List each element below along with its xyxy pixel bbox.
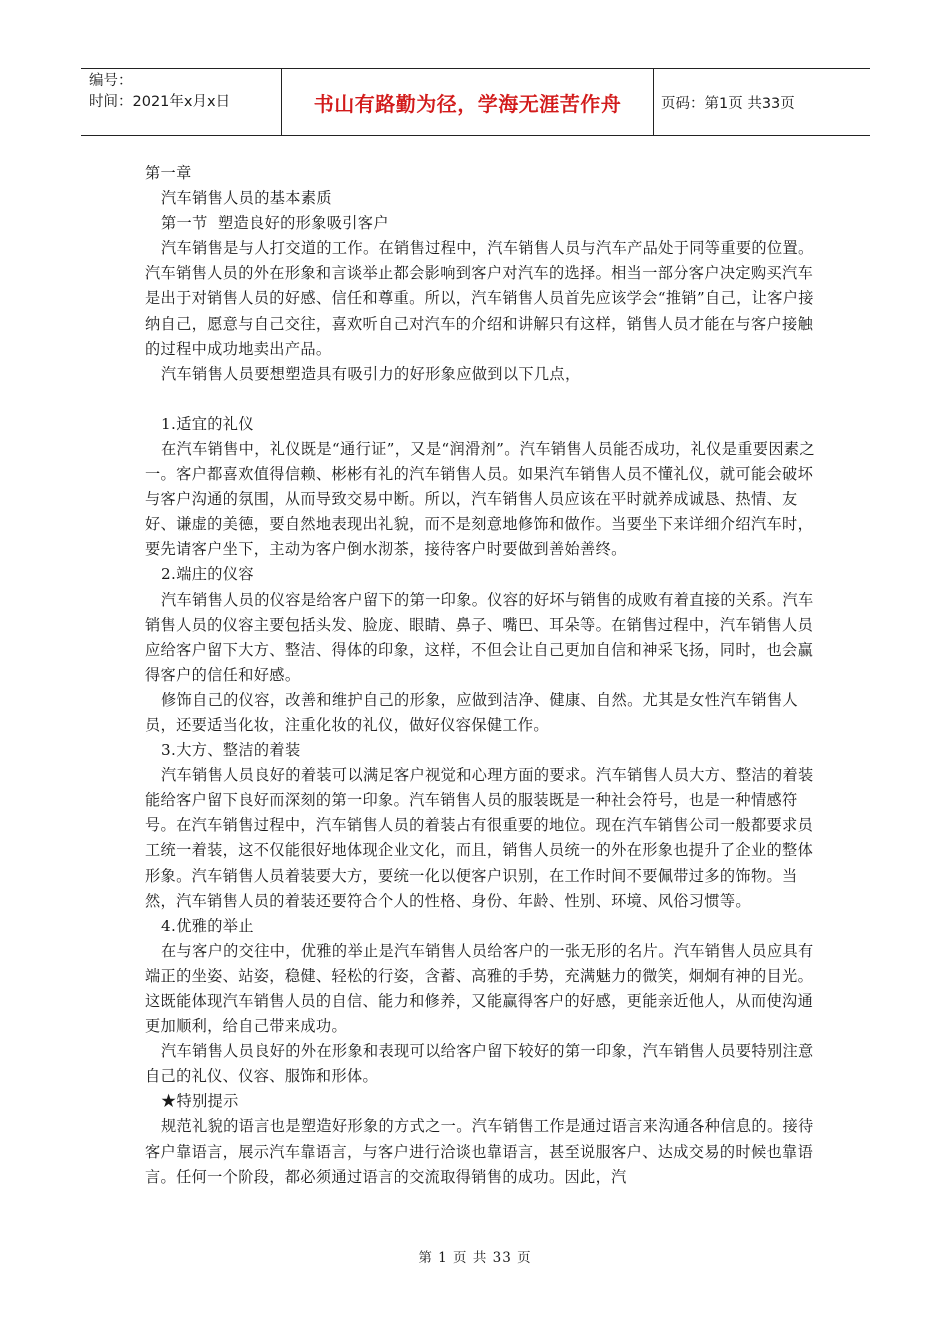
subsection-heading: 4.优雅的举止 [161,916,254,935]
blank-line [145,387,815,412]
paragraph: 汽车销售人员要想塑造具有吸引力的好形象应做到以下几点， [161,364,581,383]
paragraph: 汽车销售是与人打交道的工作。在销售过程中，汽车销售人员与汽车产品处于同等重要的位置。汽车销售人员的外在形象和言谈举止都会影响到客户对汽车的选择。相当一部分客户决定购买汽车是出于对销售人员的好感、信任和尊重。所以，汽车销售人员首先应该学会“推销”自己，让客户接纳自己，愿意与自己交往，喜欢听自己对汽车的介绍和讲解只有这样，销售人员才能在与客户接触的过程中成功地卖出产品。 [145,239,814,358]
header-time-label: 时间：2021年x月x日 [89,94,231,110]
paragraph: 汽车销售人员良好的外在形象和表现可以给客户留下较好的第一印象，汽车销售人员要特别注意自己的礼仪、仪容、服饰和形体。 [145,1042,814,1086]
header-page-info: 页码：第1页 共33页 [661,95,795,112]
page-footer: 第 1 页 共 33 页 [418,1250,532,1266]
paragraph: 在汽车销售中，礼仪既是“通行证”，又是“润滑剂”。汽车销售人员能否成功，礼仪是重要因素之一。客户都喜欢值得信赖、彬彬有礼的汽车销售人员。如果汽车销售人员不懂礼仪，就可能会破坏与客户沟通的氛围，从而导致交易中断。所以，汽车销售人员应该在平时就养成诚恳、热情、友好、谦虚的美德，要自然地表现出礼貌，而不是刻意地修饰和做作。当要坐下来详细介绍汽车时，要先请客户坐下，主动为客户倒水沏茶，接待客户时要做到善始善终。 [145,439,815,559]
tip-heading: ★特别提示 [161,1092,239,1111]
header-meta [81,69,282,135]
paragraph: 规范礼貌的语言也是塑造好形象的方式之一。汽车销售工作是通过语言来沟通各种信息的。接待客户靠语言，展示汽车靠语言，与客户进行洽谈也靠语言，甚至说服客户、达成交易的时候也靠语言。任何一个阶段，都必须通过语言的交流取得销售的成功。因此，汽 [145,1117,814,1186]
header-motto: 书山有路勤为径，学海无涯苦作舟 [282,69,654,135]
document-body [145,161,815,1190]
paragraph: 修饰自己的仪容，改善和维护自己的形象，应做到洁净、健康、自然。尤其是女性汽车销售人员，还要适当化妆，注重化妆的礼仪，做好仪容保健工作。 [145,690,799,734]
paragraph: 汽车销售人员良好的着装可以满足客户视觉和心理方面的要求。汽车销售人员大方、整洁的着装能给客户留下良好而深刻的第一印象。汽车销售人员的服装既是一种社会符号，也是一种情感符号。在汽车销售过程中，汽车销售人员的着装占有很重要的地位。现在汽车销售公司一般都要求员工统一着装，这不仅能很好地体现企业文化，而且，销售人员统一的外在形象也提升了企业的整体形象。汽车销售人员着装要大方，要统一化以便客户识别，在工作时间不要佩带过多的饰物。当然，汽车销售人员的着装还要符合个人的性格、身份、年龄、性别、环境、风俗习惯等。 [145,766,814,910]
subsection-heading: 2.端庄的仪容 [161,565,254,584]
paragraph: 在与客户的交往中，优雅的举止是汽车销售人员给客户的一张无形的名片。汽车销售人员应具有端正的坐姿、站姿，稳健、轻松的行姿，含蓄、高雅的手势，充满魅力的微笑，炯炯有神的目光。这既能体现汽车销售人员的自信、能力和修养，又能赢得客户的好感，更能亲近他人，从而使沟通更加顺利，给自己带来成功。 [145,941,814,1036]
chapter-title: 汽车销售人员的基本素质 [161,189,332,208]
header-number-label: 编号： [89,73,133,89]
paragraph: 汽车销售人员的仪容是给客户留下的第一印象。仪容的好坏与销售的成败有着直接的关系。汽车销售人员的仪容主要包括头发、脸庞、眼睛、鼻子、嘴巴、耳朵等。在销售过程中，汽车销售人员应给客户留下大方、整洁、得体的印象，这样，不但会让自己更加自信和神采飞扬，同时，也会赢得客户的信任和好感。 [145,590,814,684]
chapter-number: 第一章 [145,164,192,182]
section-title: 第一节 塑造良好的形象吸引客户 [161,214,389,233]
document-header [81,68,870,136]
subsection-heading: 3.大方、整洁的着装 [161,741,301,760]
subsection-heading: 1.适宜的礼仪 [161,414,254,433]
